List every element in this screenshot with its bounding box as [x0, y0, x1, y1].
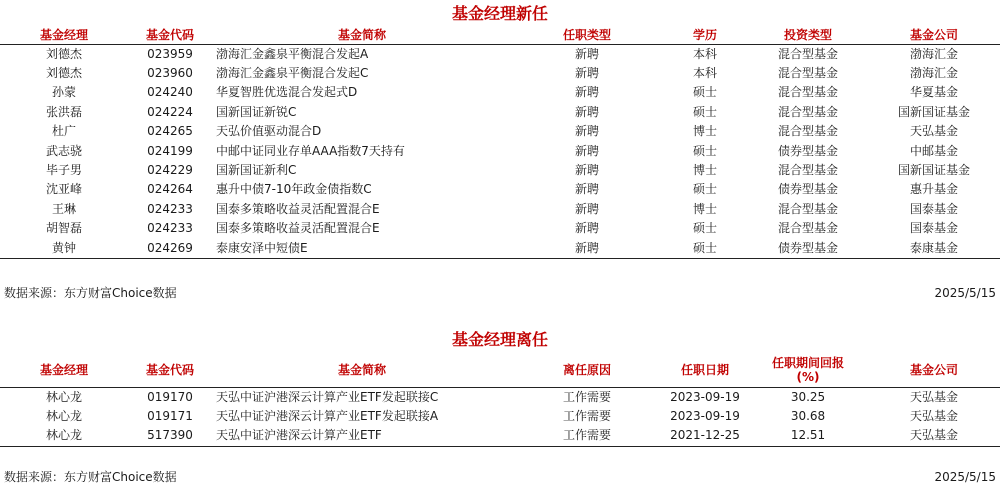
table-row [0, 407, 1000, 426]
cell-invest-type: 债券型基金 [748, 239, 868, 259]
cell-manager: 杜广 [51, 124, 76, 139]
new-date: 2025/5/15 [934, 286, 996, 300]
header-company: 基金公司 [868, 26, 1000, 44]
new-section-title: 基金经理新任 [451, 4, 548, 23]
new-manager-table [0, 26, 1000, 259]
header-manager: 基金经理 [0, 26, 128, 44]
leave-date: 2025/5/15 [934, 470, 996, 484]
header-return: 任职期间回报(%) [748, 353, 868, 387]
cell-manager: 张洪磊 [45, 104, 82, 119]
cell-name: 国泰多策略收益灵活配置混合E [216, 201, 380, 216]
cell-company: 天弘基金 [909, 408, 958, 423]
cell-name: 渤海汇金鑫泉平衡混合发起A [216, 46, 369, 61]
cell-code: 024199 [147, 143, 193, 158]
cell-invest-type: 混合型基金 [777, 85, 838, 100]
table-row [0, 83, 1000, 102]
cell-code: 517390 [128, 426, 212, 446]
cell-company: 惠升基金 [909, 182, 958, 197]
cell-education: 本科 [692, 46, 717, 61]
cell-appointment-type: 新聘 [574, 85, 599, 100]
cell-manager: 林心龙 [45, 408, 82, 423]
cell-appointment-type: 新聘 [574, 46, 599, 61]
cell-company: 国泰基金 [909, 201, 958, 216]
table-row [0, 180, 1000, 199]
cell-name: 天弘价值驱动混合D [216, 124, 322, 139]
table-row [0, 103, 1000, 122]
cell-code: 024265 [147, 124, 193, 139]
cell-leave-reason: 工作需要 [562, 389, 611, 404]
cell-education: 博士 [692, 201, 717, 216]
cell-name: 天弘中证沪港深云计算产业ETF发起联接C [216, 389, 439, 404]
cell-code: 024229 [147, 162, 193, 177]
cell-company: 中邮基金 [909, 143, 958, 158]
cell-education: 硕士 [692, 221, 717, 236]
header-company: 基金公司 [868, 353, 1000, 387]
table-header-row [0, 26, 1000, 44]
cell-education: 博士 [692, 124, 717, 139]
table-row [0, 161, 1000, 180]
cell-code: 024269 [128, 239, 212, 259]
cell-code: 023960 [147, 65, 193, 80]
cell-manager: 武志骁 [45, 143, 82, 158]
cell-company: 天弘基金 [909, 124, 958, 139]
cell-code: 023959 [147, 46, 193, 61]
header-name: 基金简称 [212, 353, 512, 387]
cell-name: 国新国证新利C [216, 162, 297, 177]
cell-appointment-type: 新聘 [574, 162, 599, 177]
table-row [0, 426, 1000, 446]
cell-company: 渤海汇金 [909, 46, 958, 61]
table-row [0, 387, 1000, 407]
leave-section-title: 基金经理离任 [451, 330, 548, 349]
cell-manager: 林心龙 [45, 389, 82, 404]
cell-manager: 刘德杰 [45, 46, 82, 61]
cell-company: 天弘基金 [868, 426, 1000, 446]
cell-name: 天弘中证沪港深云计算产业ETF发起联接A [216, 408, 439, 423]
cell-name: 国泰多策略收益灵活配置混合E [216, 221, 380, 236]
cell-invest-type: 混合型基金 [777, 162, 838, 177]
cell-appointment-type: 新聘 [574, 143, 599, 158]
header-code: 基金代码 [128, 26, 212, 44]
cell-manager: 林心龙 [0, 426, 128, 446]
cell-manager: 黄钟 [0, 239, 128, 259]
cell-manager: 毕子男 [45, 162, 82, 177]
new-source-note: 数据来源：东方财富Choice数据 [4, 286, 177, 300]
cell-name: 泰康安泽中短债E [212, 239, 512, 259]
cell-code: 024240 [147, 85, 193, 100]
cell-company: 渤海汇金 [909, 65, 958, 80]
cell-name: 惠升中债7-10年政金债指数C [216, 182, 372, 197]
cell-education: 硕士 [662, 239, 748, 259]
cell-education: 硕士 [692, 104, 717, 119]
cell-education: 硕士 [692, 85, 717, 100]
header-leave-reason: 离任原因 [512, 353, 662, 387]
cell-code: 024233 [147, 201, 193, 216]
cell-appointment-type: 新聘 [574, 124, 599, 139]
table-row [0, 142, 1000, 161]
table-row [0, 44, 1000, 64]
cell-invest-type: 混合型基金 [777, 124, 838, 139]
cell-return: 30.68 [790, 408, 826, 423]
table-row [0, 200, 1000, 219]
cell-start-date: 2023-09-19 [670, 389, 740, 404]
cell-code: 024264 [147, 182, 193, 197]
table-row [0, 64, 1000, 83]
cell-return: 30.25 [790, 389, 826, 404]
cell-appointment-type: 新聘 [512, 239, 662, 259]
leave-source-note: 数据来源：东方财富Choice数据 [4, 470, 177, 484]
table-row [0, 239, 1000, 259]
header-name: 基金简称 [212, 26, 512, 44]
cell-name: 渤海汇金鑫泉平衡混合发起C [216, 65, 369, 80]
header-appointment-type: 任职类型 [512, 26, 662, 44]
cell-company: 泰康基金 [868, 239, 1000, 259]
header-invest-type: 投资类型 [748, 26, 868, 44]
cell-education: 博士 [692, 162, 717, 177]
cell-company: 天弘基金 [909, 389, 958, 404]
cell-appointment-type: 新聘 [574, 221, 599, 236]
cell-code: 019171 [147, 408, 193, 423]
cell-name: 天弘中证沪港深云计算产业ETF [212, 426, 512, 446]
table-row [0, 219, 1000, 238]
cell-appointment-type: 新聘 [574, 104, 599, 119]
cell-appointment-type: 新聘 [574, 65, 599, 80]
cell-appointment-type: 新聘 [574, 182, 599, 197]
cell-education: 本科 [692, 65, 717, 80]
header-code: 基金代码 [128, 353, 212, 387]
cell-appointment-type: 新聘 [574, 201, 599, 216]
cell-name: 国新国证新锐C [216, 104, 297, 119]
cell-name: 华夏智胜优选混合发起式D [216, 85, 358, 100]
cell-company: 国泰基金 [909, 221, 958, 236]
cell-company: 国新国证基金 [897, 104, 970, 119]
table-header-row [0, 353, 1000, 387]
cell-return: 12.51 [748, 426, 868, 446]
cell-code: 024233 [147, 221, 193, 236]
cell-code: 024224 [147, 104, 193, 119]
cell-start-date: 2023-09-19 [670, 408, 740, 423]
cell-manager: 王琳 [51, 201, 76, 216]
cell-education: 硕士 [692, 143, 717, 158]
cell-leave-reason: 工作需要 [512, 426, 662, 446]
cell-manager: 孙蒙 [51, 85, 76, 100]
table-row [0, 122, 1000, 141]
cell-education: 硕士 [692, 182, 717, 197]
cell-invest-type: 债券型基金 [777, 143, 838, 158]
cell-code: 019170 [147, 389, 193, 404]
cell-invest-type: 混合型基金 [777, 221, 838, 236]
cell-leave-reason: 工作需要 [562, 408, 611, 423]
cell-manager: 刘德杰 [45, 65, 82, 80]
cell-name: 中邮中证同业存单AAA指数7天持有 [216, 143, 405, 158]
cell-manager: 沈亚峰 [45, 182, 82, 197]
cell-start-date: 2021-12-25 [662, 426, 748, 446]
cell-invest-type: 混合型基金 [777, 46, 838, 61]
header-manager: 基金经理 [0, 353, 128, 387]
header-education: 学历 [662, 26, 748, 44]
cell-invest-type: 混合型基金 [777, 104, 838, 119]
cell-invest-type: 混合型基金 [777, 201, 838, 216]
header-start-date: 任职日期 [662, 353, 748, 387]
cell-company: 华夏基金 [909, 85, 958, 100]
leave-manager-table [0, 353, 1000, 447]
cell-invest-type: 混合型基金 [777, 65, 838, 80]
cell-invest-type: 债券型基金 [777, 182, 838, 197]
cell-manager: 胡智磊 [45, 221, 82, 236]
cell-company: 国新国证基金 [897, 162, 970, 177]
